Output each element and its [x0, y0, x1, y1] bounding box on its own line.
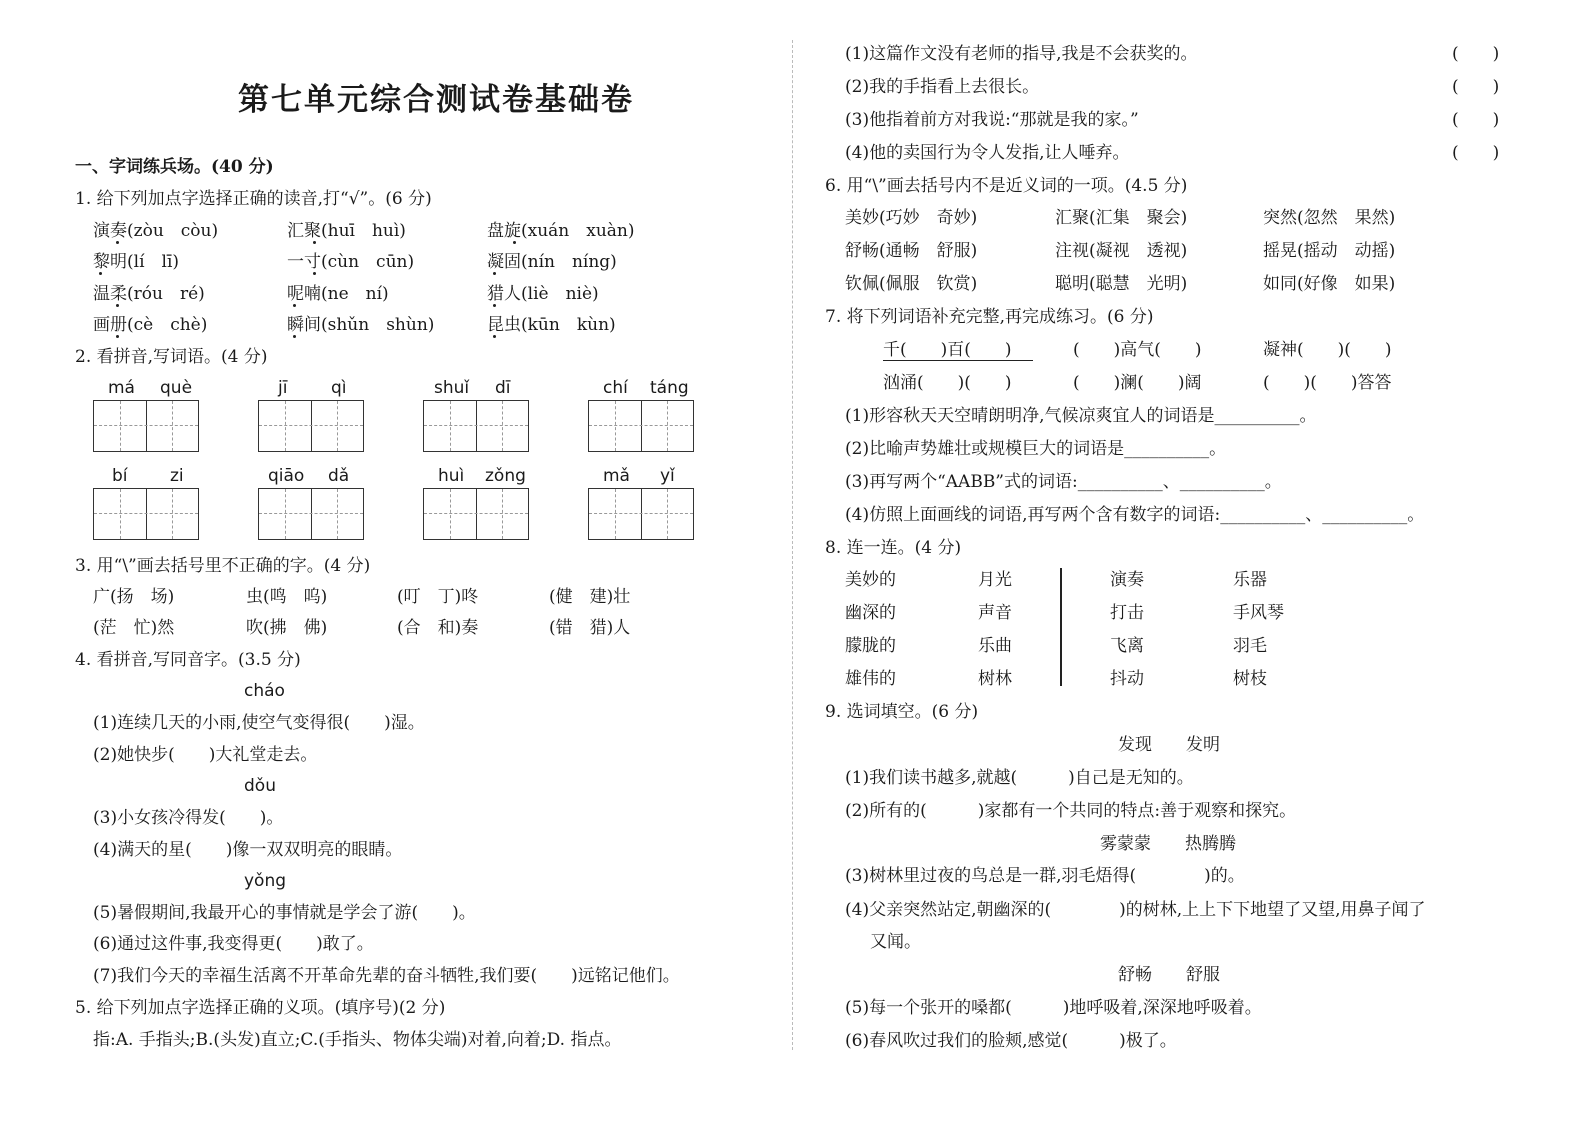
emphasis-dot	[513, 241, 516, 244]
q3-item: (叮 丁)咚	[397, 587, 479, 607]
emphasis-dot	[493, 304, 496, 307]
q3-item: (茫 忙)然	[93, 618, 175, 638]
pinyin: bí	[112, 466, 128, 486]
answer-paren[interactable]: ( )	[1452, 110, 1500, 130]
q5-definition: 指:A. 手指头;B.(头发)直立;C.(手指头、物体尖端)对着,向着;D. 指点。	[93, 1030, 622, 1050]
emphasis-dot	[493, 335, 496, 338]
q9-line: (2)所有的( )家都有一个共同的特点:善于观察和探究。	[845, 801, 1297, 821]
emphasis-dot	[313, 272, 316, 275]
q6-item: 舒畅(通畅 舒服)	[845, 241, 978, 261]
match-separator	[1060, 568, 1062, 686]
q5-item: (2)我的手指看上去很长。	[845, 77, 1040, 97]
q3-item: (合 和)奏	[397, 618, 479, 638]
match-item[interactable]: 乐器	[1233, 570, 1267, 590]
pinyin: qì	[331, 378, 347, 398]
q3-item: 广(扬 场)	[93, 587, 175, 607]
q8-heading: 8. 连一连。(4 分)	[825, 538, 962, 558]
match-item[interactable]: 打击	[1110, 603, 1144, 623]
writing-grid[interactable]	[93, 400, 199, 452]
emphasis-dot	[293, 304, 296, 307]
q9-line: (1)我们读书越多,就越( )自己是无知的。	[845, 768, 1194, 788]
match-item[interactable]: 手风琴	[1233, 603, 1284, 623]
answer-paren[interactable]: ( )	[1452, 44, 1500, 64]
q4-line: (5)暑假期间,我最开心的事情就是学会了游( )。	[93, 903, 476, 923]
q1-item: 演奏(zòu còu)	[93, 221, 219, 241]
word-choices: 雾蒙蒙 热腾腾	[1100, 834, 1236, 854]
pinyin: shuǐ	[434, 378, 470, 398]
q1-item: 猎人(liè niè)	[487, 284, 599, 304]
match-item[interactable]: 树枝	[1233, 669, 1267, 689]
pinyin: cháo	[244, 681, 285, 701]
column-divider	[792, 40, 793, 1050]
q1-heading: 1. 给下列加点字选择正确的读音,打“√”。(6 分)	[75, 189, 432, 209]
q4-line: (3)小女孩冷得发( )。	[93, 808, 284, 828]
q3-item: (健 建)壮	[549, 587, 631, 607]
q7-word: ( )( )答答	[1263, 373, 1392, 393]
q6-item: 摇晃(摇动 动摇)	[1263, 241, 1396, 261]
pinyin: yǒng	[244, 871, 287, 891]
emphasis-dot	[99, 272, 102, 275]
q6-item: 聪明(聪慧 光明)	[1055, 274, 1188, 294]
writing-grid[interactable]	[423, 400, 529, 452]
q5-item: (4)他的卖国行为令人发指,让人唾弃。	[845, 143, 1130, 163]
q6-item: 突然(忽然 果然)	[1263, 208, 1396, 228]
q7-word: ( )澜( )阔	[1073, 373, 1202, 393]
pinyin: chí	[603, 378, 628, 398]
emphasis-dot	[116, 335, 119, 338]
q9-line: 又闻。	[870, 932, 921, 952]
emphasis-dot	[313, 241, 316, 244]
q7-question: (2)比喻声势雄壮或规模巨大的词语是__________。	[845, 439, 1227, 459]
q9-heading: 9. 选词填空。(6 分)	[825, 702, 979, 722]
q9-line: (6)春风吹过我们的脸颊,感觉( )极了。	[845, 1031, 1177, 1051]
q9-line: (5)每一个张开的嗓都( )地呼吸着,深深地呼吸着。	[845, 998, 1262, 1018]
match-item[interactable]: 月光	[978, 570, 1012, 590]
q3-item: (错 猎)人	[549, 618, 631, 638]
q7-question: (4)仿照上面画线的词语,再写两个含有数字的词语:__________、__________。	[845, 505, 1425, 525]
writing-grid[interactable]	[588, 488, 694, 540]
page-title: 第七单元综合测试卷基础卷	[238, 82, 634, 118]
q3-heading: 3. 用“\”画去括号里不正确的字。(4 分)	[75, 556, 371, 576]
word-choices: 舒畅 舒服	[1118, 965, 1220, 985]
q6-item: 美妙(巧妙 奇妙)	[845, 208, 978, 228]
pinyin: táng	[650, 378, 689, 398]
q9-line: (4)父亲突然站定,朝幽深的( )的树林,上上下下地望了又望,用鼻子闻了	[845, 900, 1426, 920]
q6-heading: 6. 用“\”画去括号内不是近义词的一项。(4.5 分)	[825, 176, 1188, 196]
match-item[interactable]: 羽毛	[1233, 636, 1267, 656]
pinyin: dī	[495, 378, 511, 398]
word-choices: 发现 发明	[1118, 735, 1220, 755]
q4-line: (2)她快步( )大礼堂走去。	[93, 745, 318, 765]
q4-line: (4)满天的星( )像一双双明亮的眼睛。	[93, 840, 403, 860]
q4-line: (7)我们今天的幸福生活离不开革命先辈的奋斗牺牲,我们要( )远铭记他们。	[93, 966, 680, 986]
q1-item: 黎明(lí lī)	[93, 252, 180, 272]
emphasis-dot	[293, 335, 296, 338]
q7-word: 凝神( )( )	[1263, 340, 1392, 360]
writing-grid[interactable]	[588, 400, 694, 452]
pinyin: qiāo	[268, 466, 305, 486]
match-item[interactable]: 飞离	[1110, 636, 1144, 656]
emphasis-dot	[116, 241, 119, 244]
q1-item: 盘旋(xuán xuàn)	[487, 221, 635, 241]
q1-item: 呢喃(ne ní)	[287, 284, 389, 304]
q6-item: 注视(凝视 透视)	[1055, 241, 1188, 261]
pinyin: zǒng	[485, 466, 526, 486]
q1-item: 温柔(róu ré)	[93, 284, 205, 304]
answer-paren[interactable]: ( )	[1452, 143, 1500, 163]
match-item[interactable]: 雄伟的	[845, 669, 896, 689]
q7-heading: 7. 将下列词语补充完整,再完成练习。(6 分)	[825, 307, 1154, 327]
q7-question: (1)形容秋天天空晴朗明净,气候凉爽宜人的词语是__________。	[845, 406, 1317, 426]
pinyin: què	[160, 378, 193, 398]
pinyin: zi	[170, 466, 184, 486]
match-item[interactable]: 朦胧的	[845, 636, 896, 656]
q1-item: 汇聚(huī huì)	[287, 221, 406, 241]
pinyin: má	[108, 378, 135, 398]
q4-heading: 4. 看拼音,写同音字。(3.5 分)	[75, 650, 301, 670]
emphasis-dot	[116, 304, 119, 307]
q7-word: 汹涌( )( )	[883, 373, 1012, 393]
pinyin: yǐ	[660, 466, 675, 486]
q4-line: (1)连续几天的小雨,使空气变得很( )湿。	[93, 713, 425, 733]
q4-line: (6)通过这件事,我变得更( )敢了。	[93, 934, 374, 954]
match-item[interactable]: 演奏	[1110, 570, 1144, 590]
q5-item: (3)他指着前方对我说:“那就是我的家。”	[845, 110, 1139, 130]
q1-item: 画册(cè chè)	[93, 315, 208, 335]
emphasis-dot	[493, 272, 496, 275]
match-item[interactable]: 乐曲	[978, 636, 1012, 656]
section-heading: 一、字词练兵场。(40 分)	[75, 157, 274, 177]
q7-word: 千( )百( )	[883, 340, 1012, 360]
q6-item: 如同(好像 如果)	[1263, 274, 1396, 294]
q7-question: (3)再写两个“AABB”式的词语:__________、__________。	[845, 472, 1282, 492]
q5-heading: 5. 给下列加点字选择正确的义项。(填序号)(2 分)	[75, 998, 446, 1018]
q9-line: (3)树林里过夜的鸟总是一群,羽毛焐得( )的。	[845, 866, 1245, 886]
q5-item: (1)这篇作文没有老师的指导,我是不会获奖的。	[845, 44, 1198, 64]
q1-item: 凝固(nín níng)	[487, 252, 617, 272]
q1-item: 一寸(cùn cūn)	[287, 252, 415, 272]
q3-item: 虫(鸣 呜)	[246, 587, 328, 607]
q3-item: 吹(拂 佛)	[246, 618, 328, 638]
q1-item: 瞬间(shǔn shùn)	[287, 315, 435, 335]
match-item[interactable]: 树林	[978, 669, 1012, 689]
writing-grid[interactable]	[93, 488, 199, 540]
q2-heading: 2. 看拼音,写词语。(4 分)	[75, 347, 268, 367]
match-item[interactable]: 美妙的	[845, 570, 896, 590]
underline	[883, 360, 1033, 361]
pinyin: mǎ	[603, 466, 630, 486]
q6-item: 汇聚(汇集 聚会)	[1055, 208, 1188, 228]
writing-grid[interactable]	[423, 488, 529, 540]
match-item[interactable]: 抖动	[1110, 669, 1144, 689]
answer-paren[interactable]: ( )	[1452, 77, 1500, 97]
match-item[interactable]: 幽深的	[845, 603, 896, 623]
pinyin: dǎ	[328, 466, 350, 486]
q1-item: 昆虫(kūn kùn)	[487, 315, 616, 335]
writing-grid[interactable]	[258, 400, 364, 452]
pinyin: huì	[438, 466, 465, 486]
pinyin: dǒu	[244, 776, 276, 796]
pinyin: jī	[278, 378, 288, 398]
writing-grid[interactable]	[258, 488, 364, 540]
q6-item: 钦佩(佩服 钦赏)	[845, 274, 978, 294]
match-item[interactable]: 声音	[978, 603, 1012, 623]
q7-word: ( )高气( )	[1073, 340, 1202, 360]
